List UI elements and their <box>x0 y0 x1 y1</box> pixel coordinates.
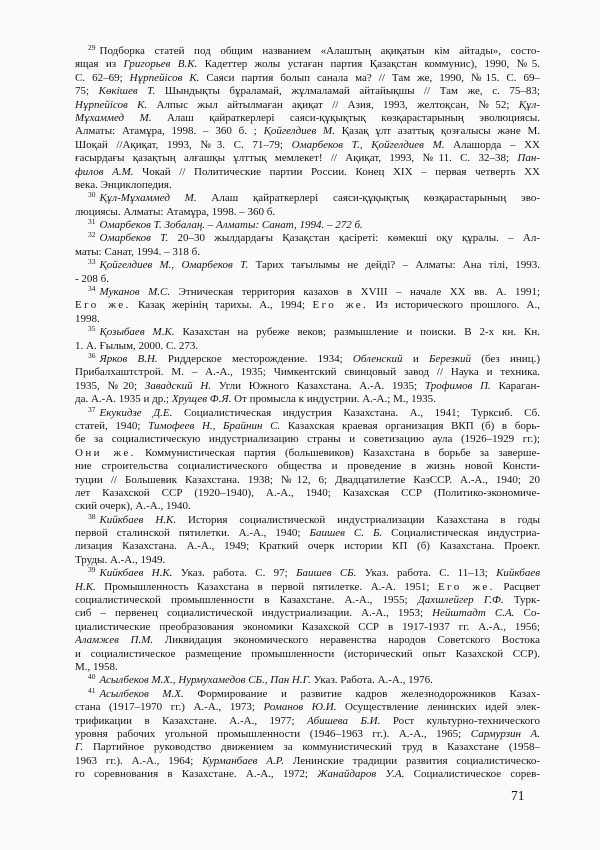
text-segment: го соревнования в Казахстане. А.-А., 1972; <box>75 768 318 781</box>
footnote-line <box>75 661 540 674</box>
text-segment: социалистической промышленности в Казахстане. А.-А., 1955; <box>75 594 418 607</box>
text-segment: Саяси партия болып санала ма? // Там же, 1990, №15. С. 69– <box>199 71 540 84</box>
text-segment: Риддерское месторождение. 1934; <box>157 352 353 365</box>
text-segment: лизация Казахстана. А.-А., 1949; Краткий очерк истории КП (б) Казахстана. Проект. <box>75 540 540 553</box>
footnote-line <box>75 166 540 179</box>
text-segment: Из исторического прошлого. А., <box>368 299 540 312</box>
text-segment: Алаш қайраткерлері саяси-құқықтық көзқарастарының эво- <box>196 192 540 205</box>
author-name: Тимофеев Н., Брайнин С. <box>148 419 281 432</box>
footnote-number: 37 <box>88 406 96 414</box>
text-segment: стана (1917–1970 гг.) А.-А., 1973; <box>75 701 264 714</box>
text-segment: Этническая территория казахов в XVIII – начале XX вв. А. 1991; <box>170 286 540 299</box>
spaced-text: Они же. <box>75 446 136 459</box>
text-segment: История социалистической индустриализации Казахстана в годы <box>176 513 540 526</box>
footnote-line <box>75 58 540 71</box>
text-segment: лет Казахской ССР (1920–1940), А.-А., 1940; Казахская ССР (Политико-экономиче- <box>75 486 540 499</box>
footnote-line <box>75 755 540 768</box>
author-name: Пан- <box>517 152 540 165</box>
text-segment: - 208 б. <box>75 272 110 285</box>
footnote-number: 34 <box>88 286 96 294</box>
text-segment: Казақ жерінің тарихы. А., 1994; <box>130 299 313 312</box>
author-name: Сармурзин А. <box>470 727 540 740</box>
footnote-line <box>75 125 540 138</box>
footnote-line <box>75 621 540 634</box>
spaced-text: Его же. <box>312 299 369 312</box>
footnote-line <box>75 634 540 647</box>
footnote-line <box>75 487 540 500</box>
text-segment: Караган- <box>490 379 540 392</box>
text-segment: уровня рабочих угольной промышленности (1946–1963 гг.). А.-А., 1965; <box>75 727 471 740</box>
text-segment: Казахская краевая организация ВКП (б) в борь- <box>280 419 540 432</box>
footnote-number: 41 <box>88 687 96 695</box>
footnote-line <box>75 460 540 473</box>
text-segment: века. Энциклопедия. <box>75 178 172 191</box>
text-segment: М., 1958. <box>75 660 118 673</box>
text-segment: Шындықты бұраламай, жұлмаламай айтайықшы // Там же, с. 75–83; <box>155 85 540 98</box>
text-segment: 20–30 жылдардағы Қазақстан қасіреті: көмекші оқу құралы. – Ал- <box>168 232 540 245</box>
author-name: Баишев СБ. <box>296 567 357 580</box>
text-segment: ғасырдағы қазақтың алғашқы ұлттық мемлекет! // Ақиқат, 1993, №11. С. 32–38; <box>75 152 518 165</box>
author-name: Н.К. <box>75 580 96 593</box>
text-segment: 1963 гг.). А.-А., 1964; <box>75 754 203 767</box>
text-segment: Указ. работа. С. 11–13; <box>356 567 497 580</box>
text-segment: От промысла к индустрии. А.-А.; М., 1935. <box>231 393 436 406</box>
footnote-line <box>75 206 540 219</box>
author-name: Григорьев В.К. <box>123 58 198 71</box>
text-segment: Ленинские традиции развития социалистическо- <box>284 754 540 767</box>
text-segment: Алашорда – XX <box>444 138 540 151</box>
text-segment: Социалистическое сорев- <box>404 768 540 781</box>
author-name: Асылбеков М.Х., Нурмухамедов СБ., Пан Н.Г. <box>99 674 311 687</box>
author-name: Кийкбаев Н.К. <box>99 567 173 580</box>
text-segment: бе за социалистическую индустриализацию страны и советизацию аула (1926–1929 гг.); <box>75 433 540 446</box>
footnote-number: 36 <box>88 352 96 360</box>
footnote-line <box>75 99 540 112</box>
text-segment: Труды. А.-А., 1949. <box>75 553 166 566</box>
author-name: Завадский Н. <box>144 379 212 392</box>
footnote-line <box>75 554 540 567</box>
text-segment: Социалистическая индустрия Казахстана. А., 1941; Турксиб. Сб. <box>172 406 540 419</box>
text-segment: маты: Санат, 1994. – 318 б. <box>75 245 201 258</box>
footnote-line <box>75 179 540 192</box>
author-name: Омарбеков Т. <box>99 232 169 245</box>
text-segment: Промышленность Казахстана в первой пятилетке. А.-А. 1951; <box>95 580 438 593</box>
text-segment: Социалистическая индустриа- <box>382 527 540 540</box>
text-segment: ский очерк), А.-А., 1940. <box>75 500 191 513</box>
footnote-line <box>75 540 540 553</box>
footnote-line <box>75 433 540 446</box>
footnote <box>75 286 540 326</box>
text-segment: Указ. работа. С. 97; <box>172 567 297 580</box>
footnote-line <box>75 192 540 205</box>
footnote-line <box>75 286 540 299</box>
footnote-number: 33 <box>88 259 96 267</box>
footnote <box>75 326 540 353</box>
text-segment: Шоқай //Ақиқат, 1993, №3. С. 71–79; <box>75 138 292 151</box>
footnote-line <box>75 474 540 487</box>
spaced-text: Его же. <box>437 580 495 593</box>
text-segment: 1998. <box>75 312 100 325</box>
footnote-line <box>75 447 540 460</box>
text-segment: Турк- <box>503 594 540 607</box>
author-name: Кийкбаев <box>496 567 540 580</box>
footnote-line <box>75 85 540 98</box>
text-segment: туции // Большевик Казахстана. 1938; №12, 6; Двадцатилетие КазССР. А.-А., 1940; 20 <box>75 473 540 486</box>
text-segment: Подборка статей под общим названием «Алаштың ақиқатын кім айтады», состо- <box>99 45 540 57</box>
author-name: Екукидзе Д.Е. <box>99 406 173 419</box>
footnote-line <box>75 527 540 540</box>
footnote-line <box>75 45 540 58</box>
author-name: Дахшлейгер Г.Ф. <box>417 594 504 607</box>
footnote-line <box>75 674 540 687</box>
footnote-number: 39 <box>88 567 96 575</box>
author-name: Трофимов П. <box>424 379 491 392</box>
text-segment: Указ. Работа. А.-А., 1976. <box>310 674 433 687</box>
text-segment: статей, 1940; <box>75 419 149 432</box>
text-segment: Ликвидация экономического неравенства народов Советского Востока <box>153 634 540 647</box>
footnote <box>75 259 540 286</box>
footnote-line <box>75 112 540 125</box>
footnote-line <box>75 741 540 754</box>
text-segment: Формирование и развитие кадров железнодорожников Казах- <box>183 687 540 700</box>
text-segment: ящая из <box>75 58 124 71</box>
footnote-number: 38 <box>88 513 96 521</box>
text-segment: Рост культурно-технического <box>380 714 540 727</box>
footnote-line <box>75 139 540 152</box>
text-segment: Угли Южного Казахстана. А.-А. 1935; <box>211 379 425 392</box>
author-name: Қозыбаев М.К. <box>99 326 175 339</box>
footnote-line <box>75 259 540 272</box>
text-segment: 1935, №20; <box>75 379 145 392</box>
footnote-line <box>75 715 540 728</box>
footnote-line <box>75 407 540 420</box>
footnote-line <box>75 567 540 580</box>
author-name: Муканов М.С. <box>99 286 171 299</box>
footnote-number: 29 <box>88 45 96 52</box>
author-name: Нейштадт С.А. <box>432 607 515 620</box>
author-name: Кийкбаев Н.К. <box>99 513 177 526</box>
footnote-line <box>75 648 540 661</box>
text-segment: 1. А. Ғылым, 2000. С. 273. <box>75 339 199 352</box>
author-name: Г. <box>75 741 84 754</box>
footnote-number: 30 <box>88 192 96 200</box>
footnotes-block <box>75 45 540 781</box>
text-segment: Алматы: Атамұра, 1998. – 360 б. ; <box>75 125 264 138</box>
footnote <box>75 192 540 219</box>
footnote-number: 32 <box>88 232 96 240</box>
text-segment: 75; <box>75 85 99 98</box>
page-number: 71 <box>511 788 525 803</box>
footnote-line <box>75 72 540 85</box>
text-segment: Алаш қайраткерлері саяси-құқықтық көзқарастарының эволюциясы. <box>151 111 540 124</box>
author-name: Березкий <box>428 352 472 365</box>
footnote-line <box>75 273 540 286</box>
text-segment: ние строительства социалистического общества и проведение в жизнь новой Консти- <box>75 460 540 473</box>
text-segment: Прибалхаштстрой. М. – А.-А., 1935; Чимкентский свинцовый завод // Наука и техника. <box>75 366 540 379</box>
text-segment: Со- <box>514 607 540 620</box>
text-segment: Чокай // Политические партии России. Конец XIX – первая четверть XX <box>133 165 540 178</box>
author-name: Құл-Мұхаммед М. <box>99 192 197 205</box>
footnote-line <box>75 393 540 406</box>
footnote <box>75 353 540 407</box>
author-name: филов А.М. <box>75 165 134 178</box>
author-name: Құл- <box>518 98 540 111</box>
footnote-line <box>75 728 540 741</box>
text-segment: Расцвет <box>494 580 540 593</box>
text-segment: люциясы. Алматы: Атамұра, 1998. – 360 б. <box>75 205 276 218</box>
author-name: Баишев С. Б. <box>309 527 383 540</box>
text-segment: и <box>402 352 429 365</box>
footnote-line <box>75 768 540 781</box>
text-segment: сиб – первенец социалистической индустриализации. А.-А., 1953; <box>75 607 433 620</box>
author-name: Нұрпейісов К. <box>75 98 148 111</box>
footnote-line <box>75 380 540 393</box>
footnote-line <box>75 688 540 701</box>
text-segment: и социалистическое размещение промышленности (исторический опыт Казахской ССР). <box>75 647 540 660</box>
author-name: Курманбаев А.Р. <box>202 754 285 767</box>
text-segment: С. 62–69; <box>75 71 130 84</box>
text-segment: Казахстан на рубеже веков; размышление и поиски. В 2-х кн. Кн. <box>174 326 540 339</box>
author-name: Жанайдаров У.А. <box>317 768 405 781</box>
spaced-text: Его же. <box>75 299 131 312</box>
footnote-line <box>75 366 540 379</box>
author-name: Қойгелдиев М. <box>263 125 335 138</box>
text-segment: Коммунистическая партия (большевиков) Казахстана в борьбе за заверше- <box>135 446 540 459</box>
author-name: Романов Ю.И. <box>263 701 337 714</box>
footnote-line <box>75 594 540 607</box>
text-segment: Осуществление ленинских идей элек- <box>336 701 540 714</box>
footnote <box>75 567 540 674</box>
author-name: Нұрпейісов К. <box>129 71 200 84</box>
footnote-line <box>75 246 540 259</box>
footnote <box>75 407 540 514</box>
author-name: Омарбеков Т. Зобалаң. – Алматы: Санат, 1994. – 272 б. <box>99 219 363 232</box>
author-name: Хрущев Ф.Я. <box>171 393 232 406</box>
footnote-line <box>75 313 540 326</box>
text-segment: Кадеттер жолы устаған партия Қазақстан коммунис), 1990, №5. <box>197 58 540 71</box>
footnote-line <box>75 340 540 353</box>
author-name: Омарбеков Т., Қойгелдиев М. <box>291 138 445 151</box>
text-segment: Партийное руководство движением за коммунистический труд в Казахстане (1958– <box>83 741 540 754</box>
author-name: Қойгелдиев М., Омарбеков Т. <box>99 259 249 272</box>
footnote-number: 35 <box>88 326 96 334</box>
footnote-line <box>75 701 540 714</box>
text-segment: трификации в Казахстане. А.-А., 1977; <box>75 714 308 727</box>
footnote-line <box>75 500 540 513</box>
footnote <box>75 688 540 782</box>
footnote-line <box>75 219 540 232</box>
footnote <box>75 674 540 687</box>
author-name: Мұхаммед М. <box>75 111 152 124</box>
footnote-number: 31 <box>88 219 96 227</box>
text-segment: Алпыс жыл айтылмаған ақиқат // Азия, 1993, желтоқсан, №52; <box>147 98 519 111</box>
footnote-line <box>75 581 540 594</box>
text-segment: циалистические преобразования экономики Казахской ССР в 1917-1937 гг. А.-А., 1956; <box>75 620 540 633</box>
footnote-number: 40 <box>88 674 96 682</box>
footnote-line <box>75 607 540 620</box>
footnote-line <box>75 152 540 165</box>
author-name: Асылбеков М.Х. <box>99 687 184 700</box>
author-name: Ярков В.Н. <box>99 352 158 365</box>
footnote-line <box>75 299 540 312</box>
footnote-line <box>75 353 540 366</box>
text-segment: (без иниц.) <box>471 352 540 365</box>
author-name: Обленский <box>352 352 403 365</box>
footnote <box>75 232 540 259</box>
footnote <box>75 219 540 232</box>
text-segment: Тарих тағылымы не дейді? – Алматы: Ана тілі, 1993. <box>248 259 540 272</box>
footnote-line <box>75 326 540 339</box>
text-segment: Қазақ ұлт азаттық қозғалысы және М. <box>334 125 540 138</box>
text-segment: да. А.-А. 1935 и др.; <box>75 393 172 406</box>
footnote-line <box>75 232 540 245</box>
author-name: Абишева Б.И. <box>307 714 381 727</box>
author-name: Аламжев П.М. <box>75 634 154 647</box>
text-segment: первой сталинской пятилетки. А.-А., 1940; <box>75 527 310 540</box>
footnote <box>75 514 540 568</box>
author-name: Көкішев Т. <box>98 85 156 98</box>
footnote <box>75 45 540 192</box>
footnote-line <box>75 514 540 527</box>
footnote-line <box>75 420 540 433</box>
